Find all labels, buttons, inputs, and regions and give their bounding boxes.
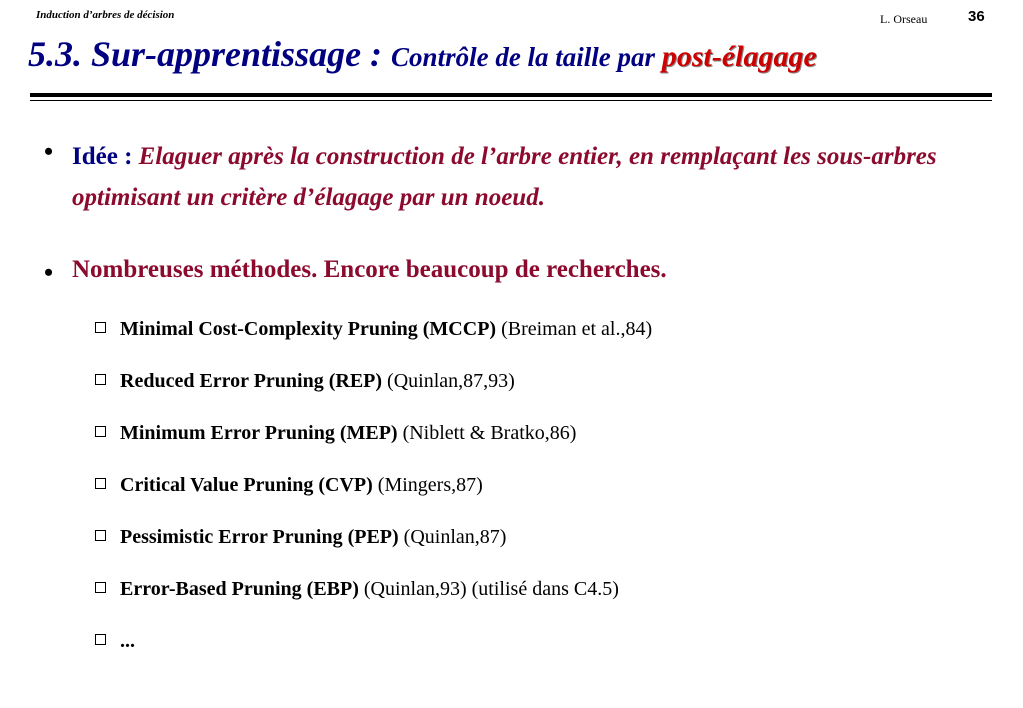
method-item — [95, 630, 135, 653]
method-ref: (Niblett & Bratko,86) — [397, 422, 577, 444]
method-item — [95, 526, 506, 549]
title-accent: post-élagage — [661, 40, 817, 73]
idea-lead: Idée — [72, 143, 118, 170]
page-number: 36 — [968, 8, 985, 25]
square-bullet-icon — [95, 530, 106, 541]
title-rule-thin — [30, 100, 992, 101]
method-item — [95, 318, 652, 341]
idea-paragraph — [72, 136, 992, 218]
method-ref: (Quinlan,87,93) — [382, 370, 515, 392]
method-name: ... — [120, 630, 135, 652]
title-main: 5.3. Sur-apprentissage : — [28, 34, 392, 74]
square-bullet-icon — [95, 426, 106, 437]
title-rule-thick — [30, 93, 992, 97]
method-ref: (Breiman et al.,84) — [496, 318, 653, 340]
method-ref: (Quinlan,93) (utilisé dans C4.5) — [358, 578, 619, 600]
method-name: Reduced Error Pruning (REP) — [120, 370, 383, 392]
methods-intro: Nombreuses méthodes. Encore beaucoup de recherches. — [72, 256, 667, 283]
bullet-icon: • — [44, 137, 54, 166]
bullet-icon: • — [44, 258, 54, 287]
author-name: L. Orseau — [880, 12, 928, 26]
method-item — [95, 370, 515, 393]
method-name: Minimal Cost-Complexity Pruning (MCCP) — [120, 318, 497, 340]
square-bullet-icon — [95, 478, 106, 489]
square-bullet-icon — [95, 634, 106, 645]
idea-text: Elaguer après la construction de l’arbre entier, en remplaçant les sous-arbres optimisant un critère d’élagage par un noeud. — [72, 143, 937, 211]
slide-title — [28, 36, 817, 72]
course-title: Induction d’arbres de décision — [36, 9, 175, 21]
square-bullet-icon — [95, 374, 106, 385]
square-bullet-icon — [95, 322, 106, 333]
method-item — [95, 578, 619, 601]
method-name: Error-Based Pruning (EBP) — [120, 578, 359, 600]
method-ref: (Quinlan,87) — [398, 526, 507, 548]
method-item — [95, 474, 483, 497]
title-sub: Contrôle de la taille par — [391, 42, 662, 72]
method-name: Critical Value Pruning (CVP) — [120, 474, 373, 496]
method-item — [95, 422, 576, 445]
method-ref: (Mingers,87) — [372, 474, 483, 496]
idea-separator: : — [117, 143, 139, 170]
square-bullet-icon — [95, 582, 106, 593]
method-name: Minimum Error Pruning (MEP) — [120, 422, 398, 444]
method-name: Pessimistic Error Pruning (PEP) — [120, 526, 399, 548]
